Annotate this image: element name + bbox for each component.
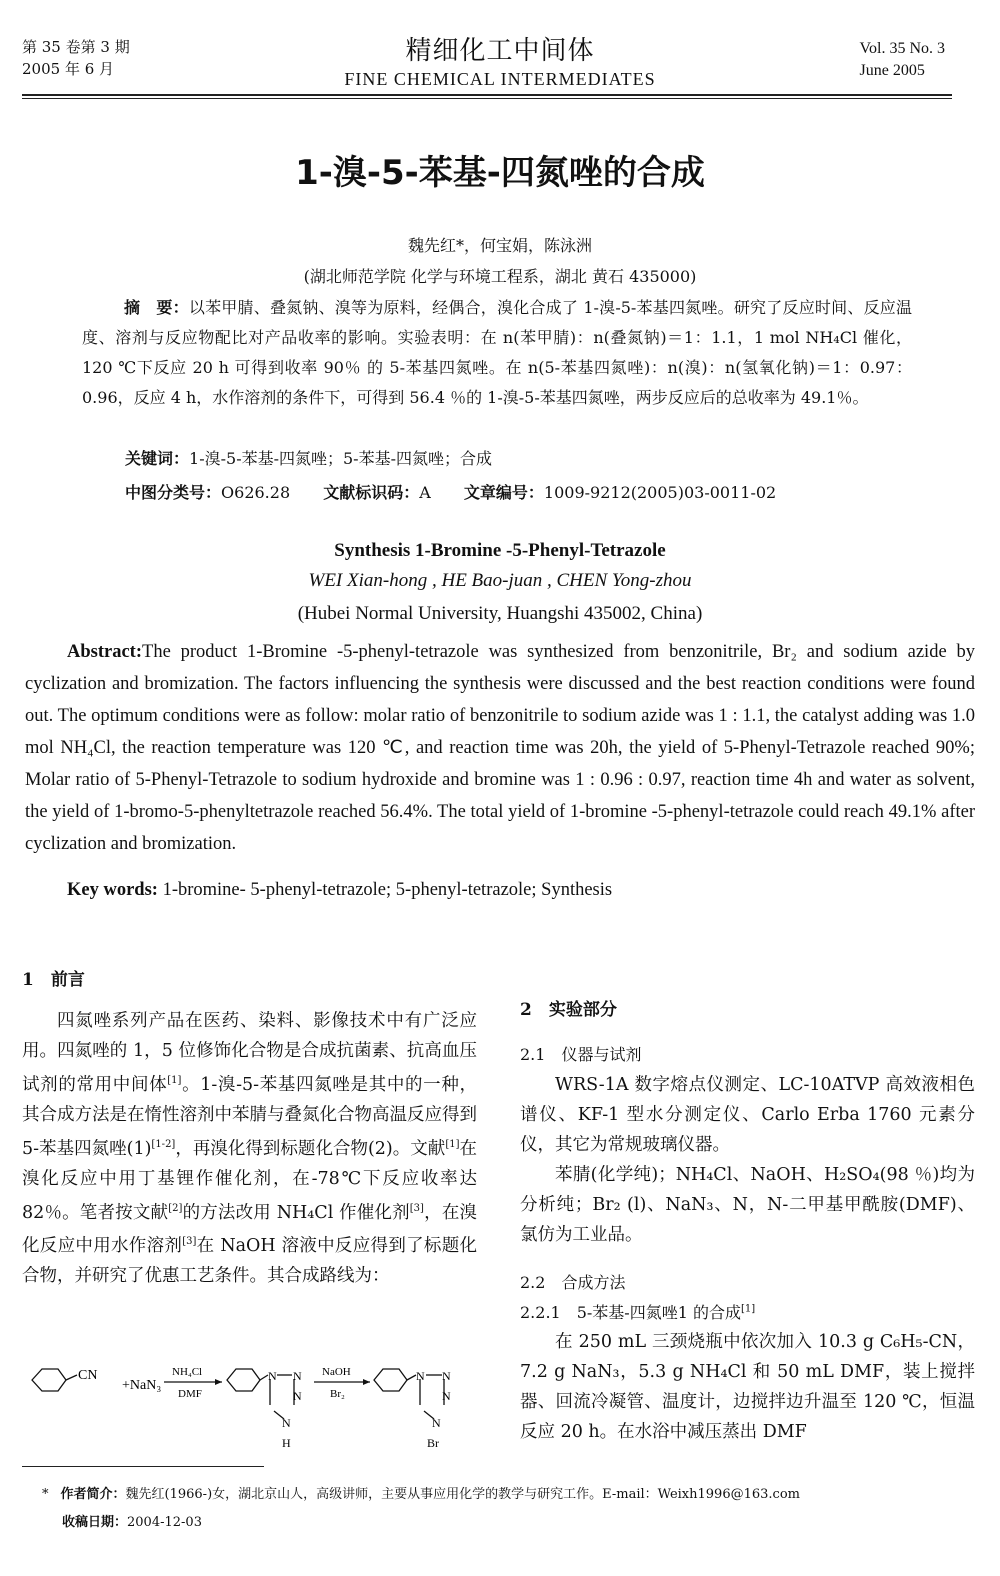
section-1-heading: 1 前言 (22, 970, 85, 990)
doc-value: A (419, 483, 431, 502)
abstract-text-cn: 以苯甲腈、叠氮钠、溴等为原料，经偶合，溴化合成了 1-溴-5-苯基四氮唑。研究了反应时间、反应温度、溶剂与反应物配比对产品收率的影响。实验表明：在 n(苯甲腈)：n(叠氮钠)＝1：1.1，1 mol NH₄Cl 催化，120 ℃下反应 20 h 可得到收率 90％ 的 5-苯基四氮唑。在 n(5-苯基四氮唑)：n(溴)：n(氢氧化钠)＝1：0.97：0.96，反应 4 h，水作溶剂的条件下，可得到 56.4 ％的 1-溴-5-苯基四氮唑，两步反应后的总收率为 49.1％。 (82, 298, 912, 407)
received-value: 2004-12-03 (127, 1515, 202, 1530)
doc-label: 文献标识码： (323, 483, 420, 502)
journal-name-en: FINE CHEMICAL INTERMEDIATES (344, 69, 656, 89)
article-number-value: 1009-9212(2005)03-0011-02 (543, 483, 777, 502)
procedure-paragraph: 在 250 mL 三颈烧瓶中依次加入 10.3 g C₆H₅-CN，7.2 g NaN₃，5.3 g NH₄Cl 和 50 mL DMF，装上搅拌器、回流冷凝管、温度计，边搅拌边升温至 120 ℃，恒温反应 20 h。在水浴中减压蒸出 DMF (520, 1332, 975, 1442)
received-date (62, 1509, 800, 1537)
abstract-label-cn: 摘 要： (124, 298, 189, 317)
intro-text-d: 在溴化反应中用丁基锂作催化剂，在-78℃下反应收率达 82％。笔者按文献 (22, 1138, 477, 1223)
citation-ref: [3] (409, 1202, 424, 1214)
clc-label: 中图分类号： (125, 483, 222, 502)
intro-text-e: 的方法改用 NH₄Cl 作催化剂 (182, 1202, 410, 1223)
subsection-2-2-heading: 2.2 合成方法 (520, 1273, 626, 1292)
synthesis-scheme (22, 1355, 492, 1455)
issue-date-cn: 2005 年 6 月 (22, 60, 115, 78)
intro-text-f: ，在溴化反应中用水作溶剂 (22, 1202, 477, 1257)
citation-ref: [3] (182, 1236, 197, 1248)
benzonitrile-structure (32, 1369, 77, 1391)
intro-text-g: 在 NaOH 溶液中反应得到了标题化合物，并研究了优惠工艺条件。其合成路线为： (22, 1236, 478, 1287)
instruments-paragraph: WRS-1A 数字熔点仪测定、LC-10ATVP 高效液相色谱仪、KF-1 型水分测定仪、Carlo Erba 1760 元素分仪，其它为常规玻璃仪器。 (520, 1075, 975, 1155)
citation-ref: [1] (740, 1303, 756, 1315)
tetrazole-n: N (432, 1416, 441, 1430)
phenyltetrazole-structure (227, 1369, 294, 1419)
citation-ref: [1] (167, 1075, 182, 1086)
received-label: 收稿日期： (62, 1515, 128, 1530)
intro-paragraph (22, 1006, 477, 1291)
sodium-azide-reagent: +NaN₃ (122, 1378, 162, 1393)
keywords-cn (125, 446, 492, 469)
citation-ref: [1-2] (151, 1138, 176, 1150)
clc-value: O626.28 (221, 483, 291, 502)
abstract-label-en: Abstract: (67, 642, 143, 662)
tetrazole-n: N (442, 1369, 451, 1383)
synthesis-procedure (520, 1327, 975, 1447)
arrow1-bottom-reagent: DMF (178, 1388, 202, 1400)
author-note-text: 魏先红(1966-)女，湖北京山人，高级讲师，主要从事应用化学的教学与研究工作。E-mail：Weixh1996@163.com (125, 1487, 800, 1502)
intro-text-c: ，再溴化得到标题化合物(2)。文献 (175, 1138, 446, 1159)
abstract-cn (82, 293, 912, 413)
authors-en: WEI Xian-hong , HE Bao-juan , CHEN Yong-zhou (308, 570, 692, 591)
tetrazole-n: N (442, 1389, 451, 1403)
keywords-text-cn: 1-溴-5-苯基-四氮唑；5-苯基-四氮唑；合成 (189, 449, 492, 468)
keywords-en (67, 880, 612, 901)
bromine-label: Br (427, 1436, 439, 1450)
footnote-mark: * (42, 1487, 49, 1502)
tetrazole-n: N (293, 1389, 302, 1403)
arrowhead-1 (215, 1379, 222, 1385)
volume-en: Vol. 35 No. 3 (859, 40, 945, 57)
affiliation-en: (Hubei Normal University, Huangshi 435002, China) (297, 603, 703, 624)
journal-masthead (0, 30, 1000, 90)
hydrogen-label: H (282, 1436, 291, 1450)
section-2-1-body (520, 1070, 975, 1250)
keywords-label-cn: 关键词： (125, 449, 190, 468)
tetrazole-n: N (416, 1369, 425, 1383)
journal-name-cn: 精细化工中间体 (405, 36, 595, 66)
doc-code (323, 483, 431, 502)
tetrazole-n: N (282, 1416, 291, 1430)
header-rule-thin (22, 98, 952, 99)
citation-ref: [2] (168, 1202, 183, 1214)
arrow1-top-reagent: NH₄Cl (172, 1366, 203, 1378)
arrowhead-2 (363, 1379, 370, 1385)
arrow2-top-reagent: NaOH (322, 1366, 351, 1378)
author-note (42, 1481, 800, 1509)
tetrazole-n: N (268, 1369, 277, 1383)
article-title: 1-溴-5-苯基-四氮唑的合成 (295, 153, 705, 193)
title-en: Synthesis 1-Bromine -5-Phenyl-Tetrazole (334, 540, 666, 561)
abstract-en (25, 636, 975, 860)
subsection-2-2-1-text: 2.2.1 5-苯基-四氮唑1 的合成 (520, 1303, 741, 1322)
citation-ref: [1] (445, 1138, 460, 1150)
clc-code (125, 483, 290, 502)
header-rule-thick (22, 94, 952, 96)
article-number (464, 483, 776, 502)
affiliation-cn: (湖北师范学院 化学与环境工程系，湖北 黄石 435000) (303, 267, 697, 286)
issue-number-cn: 第 35 卷第 3 期 (22, 38, 130, 56)
issue-info-en (860, 38, 946, 82)
section-2-heading: 2 实验部分 (520, 1000, 617, 1020)
classification-line (125, 480, 804, 503)
abstract-text-en: The product 1-Bromine -5-phenyl-tetrazole was synthesized from benzonitrile, Br₂ and sodium azide by cyclization and bromization. The factors influencing the synthesis were discussed and the best reaction conditions were found out. The optimum conditions were as follow: molar ratio of benzonitrile to sodium azide was 1 : 1.1, the catalyst adding was 1.0 mol NH₄Cl, the reaction temperature was 120 ℃, and reaction time was 20h, the yield of 5-Phenyl-Tetrazole reached 90%; Molar ratio of 5-Phenyl-Tetrazole to sodium hydroxide and bromine was 1 : 0.96 : 0.97, reaction time 4h and water as solvent, the yield of 1-bromo-5-phenyltetrazole reached 56.4%. The total yield of 1-bromine -5-phenyl-tetrazole could reach 49.1% after cyclization and bromization. (25, 642, 975, 854)
article-number-label: 文章编号： (463, 483, 544, 502)
footnote-rule (22, 1466, 264, 1467)
subsection-2-1-heading: 2.1 仪器与试剂 (520, 1045, 642, 1064)
tetrazole-n: N (293, 1369, 302, 1383)
keywords-text-en: 1-bromine- 5-phenyl-tetrazole; 5-phenyl-tetrazole; Synthesis (162, 880, 613, 900)
bromo-phenyltetrazole-structure (374, 1369, 444, 1419)
arrow2-bottom-reagent: Br₂ (330, 1388, 345, 1400)
nitrile-label: CN (78, 1368, 98, 1383)
authors-cn: 魏先红*，何宝娟，陈泳洲 (407, 236, 592, 255)
keywords-label-en: Key words: (67, 880, 158, 900)
date-en: June 2005 (859, 62, 925, 79)
author-note-label: 作者简介： (60, 1487, 126, 1502)
footnote (42, 1481, 800, 1537)
reagents-paragraph: 苯腈(化学纯)；NH₄Cl、NaOH、H₂SO₄(98 ％)均为分析纯；Br₂ (l)、NaN₃、N，N-二甲基甲酰胺(DMF)、氯仿为工业品。 (520, 1165, 975, 1245)
intro-text-a: 四氮唑系列产品在医药、染料、影像技术中有广泛应用。四氮唑的 1，5 位修饰化合物是合成抗菌素、抗高血压试剂的常用中间体 (22, 1011, 477, 1095)
intro-text-b: 。1-溴-5-苯基四氮唑是其中的一种，其合成方法是在惰性溶剂中苯腈与叠氮化合物高温反应得到 5-苯基四氮唑(1) (22, 1074, 478, 1159)
subsection-2-2-1-heading (520, 1300, 755, 1323)
